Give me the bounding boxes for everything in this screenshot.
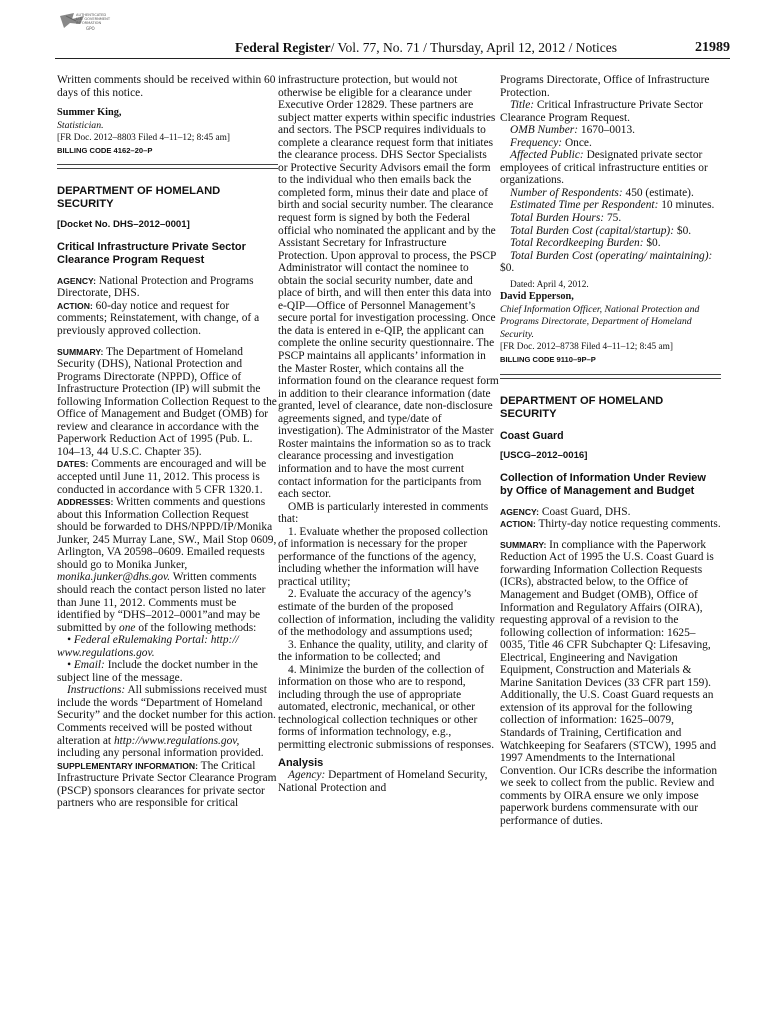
dated-line: Dated: April 4, 2012. (510, 279, 589, 290)
addresses-paragraph: ADDRESSES: Written comments and questions about this Information Collection Request should be forwarded to DHS/NPPD/IP/Monika Junker, 245 Murray Lane, SW., Mail Stop 0609, Arlington, VA 20598–0609. Emailed requests should go to Monika Junker, monika.junker@dhs.gov. Written comments should reach the contact person listed no later than June 11, 2012. Comments must be identified by “DHS–2012–0001”and may be submitted by one of the following methods: (57, 496, 277, 634)
omb-number-field: OMB Number: 1670–0013. (510, 124, 635, 137)
signer-title: Chief Information Officer, National Protection and Programs Directorate, Department of Homeland Security. (500, 303, 700, 340)
subagency-heading: Coast Guard (500, 429, 564, 442)
billing-code: BILLING CODE 4162–20–P (57, 145, 153, 155)
svg-text:INFORMATION: INFORMATION (76, 21, 102, 25)
analysis-heading: Analysis (278, 756, 324, 769)
column-3 (500, 74, 721, 827)
notice-title: Collection of Information Under Review by Office of Management and Budget (500, 471, 706, 497)
section-divider (500, 378, 721, 379)
email-link[interactable]: monika.junker@dhs.gov. (57, 571, 171, 584)
signer-name: David Epperson, (500, 291, 574, 303)
section-divider (57, 168, 278, 169)
fr-doc-filed: [FR Doc. 2012–8738 Filed 4–11–12; 8:45 am] (500, 342, 673, 353)
notice-title: Critical Infrastructure Private Sector Clearance Program Request (57, 240, 246, 266)
burden-cost-operating-field: Total Burden Cost (operating/ maintaining): $0. (500, 249, 713, 275)
agency-paragraph: AGENCY: Coast Guard, DHS. (500, 505, 631, 518)
burden-hours-field: Total Burden Hours: 75. (510, 212, 622, 225)
svg-text:GPO: GPO (86, 26, 95, 31)
title-field: Title: Critical Infrastructure Private Sector Clearance Program Request. (500, 99, 703, 124)
billing-code: BILLING CODE 9110–9P–P (500, 355, 596, 365)
respondents-field: Number of Respondents: 450 (estimate). (510, 186, 694, 199)
agency-paragraph: AGENCY: National Protection and Programs Directorate, DHS. (57, 274, 254, 300)
signer-title: Statistician. (57, 119, 104, 131)
supplementary-paragraph: SUPPLEMENTARY INFORMATION: The Critical Infrastructure Private Sector Clearance Program (PSCP) sponsors clearances for private sector partners who are responsible for critical (57, 759, 277, 810)
intro-text: Written comments should be received within 60 days of this notice. (57, 74, 276, 99)
svg-text:U.S. GOVERNMENT: U.S. GOVERNMENT (76, 17, 111, 21)
signer-name: Summer King, (57, 107, 122, 119)
bullet-email: • Email: Include the docket number in the subject line of the message. (57, 659, 258, 684)
analysis-agency: Agency: Department of Homeland Security, National Protection and (278, 769, 488, 794)
comment-item-4: 4. Minimize the burden of the collection of information on those who are to respond, including through the use of appropriate automated, electronic, mechanical, or other technological collection techniques or other forms of information technology, e.g., permitting electronic submissions of responses. (278, 663, 495, 751)
bullet-portal (57, 634, 278, 659)
regulations-link[interactable]: http://www.regulations.gov, (113, 734, 240, 747)
column-1 (57, 74, 278, 810)
instructions-paragraph: Instructions: All submissions received must include the words “Department of Homeland Security” and the docket number for this action. Comments received will be posted without alteration at http://www.regulations.gov, including any personal information provided. (57, 684, 276, 760)
comment-item-3: 3. Enhance the quality, utility, and clarity of the information to be collected; and (278, 638, 488, 664)
section-divider (57, 164, 278, 165)
dates-paragraph: DATES: Comments are encouraged and will be accepted until June 11, 2012. This process is conducted in accordance with 5 CFR 1320.1. (57, 458, 267, 496)
summary-paragraph: SUMMARY: The Department of Homeland Security (DHS), National Protection and Programs Directorate (NPPD), Office of Infrastructure Protection (IP) will submit the following Information Collection Request to the Office of Management and Budget (OMB) for review and clearance in accordance with the Paperwork Reduction Act of 1995 (Pub. L. 104–13, 44 U.S.C. Chapter 35). (57, 345, 277, 458)
pscp-paragraph: infrastructure protection, but would not otherwise be eligible for a clearance under Executive Order 12829. These partners are subject matter experts within specific industries and sectors. The PSCP requires individuals to complete a clearance request form that initiates the clearance process. DHS Sector Specialists or Protective Security Advisors email the form to the individual who then emails back the completed form, minus their date and place of birth and social security number. The clearance request form is signed by both the Federal official who nominated the applicant and by the Assistant Secretary for Infrastructure Protection. Upon approval to process, the PSCP Administrator will contact the nominee to obtain the social security number, date and place of birth, and will then enter this data into e-QIP—Office of Personnel Management’s secure portal for investigation processing. Once the data is entered in e-QIP, the applicant can complete the online security questionnaire. The PSCP maintains all applicants’ information in the Master Roster, which contains all the information found on the clearance request form in addition to their clearance information (date granted, level of clearance, date non-disclosure agreements signed, and type/date of investigation). The Administrator of the Master Roster maintains the information so as to track clearance processing and investigation information and to have the most current contact information for the participants from each sector. (278, 74, 499, 501)
svg-text:AUTHENTICATED: AUTHENTICATED (76, 13, 107, 17)
comment-item-2: 2. Evaluate the accuracy of the agency’s estimate of the burden of the proposed collection of information, including the validity of the methodology and assumptions used; (278, 588, 496, 639)
time-per-respondent-field: Estimated Time per Respondent: 10 minutes. (510, 199, 715, 212)
section-divider (500, 374, 721, 375)
department-heading: DEPARTMENT OF HOMELAND SECURITY (500, 394, 664, 420)
publication-line: Federal Register/ Vol. 77, No. 71 / Thursday, April 12, 2012 / Notices (235, 40, 617, 55)
column-2 (278, 74, 499, 794)
fr-doc-filed: [FR Doc. 2012–8803 Filed 4–11–12; 8:45 am] (57, 133, 230, 144)
gpo-authenticated-seal-icon (56, 10, 111, 38)
burden-cost-capital-field: Total Burden Cost (capital/startup): $0. (510, 224, 692, 237)
comment-item-1: 1. Evaluate whether the proposed collection of information is necessary for the proper performance of the functions of the agency, including whether the information will have practical utility; (278, 525, 488, 588)
frequency-field: Frequency: Once. (510, 136, 592, 149)
docket-number: [Docket No. DHS–2012–0001] (57, 219, 190, 231)
portal-link[interactable]: • Federal eRulemaking Portal: http:// www.regulations.gov. (57, 634, 239, 659)
docket-number: [USCG–2012–0016] (500, 450, 588, 462)
affected-public-field: Affected Public: Designated private sector employees of critical infrastructure entities or organizations. (500, 149, 708, 187)
recordkeeping-field: Total Recordkeeping Burden: $0. (510, 237, 661, 250)
action-paragraph: ACTION: Thirty-day notice requesting comments. (500, 518, 721, 531)
summary-paragraph: SUMMARY: In compliance with the Paperwork Reduction Act of 1995 the U.S. Coast Guard is forwarding Information Collection Requests (ICRs), abstracted below, to the Office of Management and Budget (OMB), Office of Information and Regulatory Affairs (OIRA), requesting approval of a revision to the following collection of information: 1625–0035, Title 46 CFR Subchapter Q: Lifesaving, Electrical, Engineering and Navigation Equipment, Construction and Materials & Marine Sanitation Devices (33 CFR part 159). Additionally, the U.S. Coast Guard requests an extension of its approval for the following collection of information: 1625–0079, Standards of Training, Certification and Watchkeeping for Seafarers (STCW), 1995 and 1997 Amendments to the International Convention. Our ICRs describe the information we seek to collect from the public. Review and comments by OIRA ensure we only impose paperwork burdens commensurate with our performance of duties. (500, 538, 718, 827)
page-header (55, 40, 730, 59)
agency-continued: Programs Directorate, Office of Infrastructure Protection. (500, 74, 710, 99)
action-paragraph: ACTION: 60-day notice and request for comments; Reinstatement, with change, of a previously approved collection. (57, 299, 260, 338)
omb-interest: OMB is particularly interested in comments that: (278, 500, 489, 526)
page-number: 21989 (695, 40, 730, 55)
department-heading: DEPARTMENT OF HOMELAND SECURITY (57, 185, 221, 211)
